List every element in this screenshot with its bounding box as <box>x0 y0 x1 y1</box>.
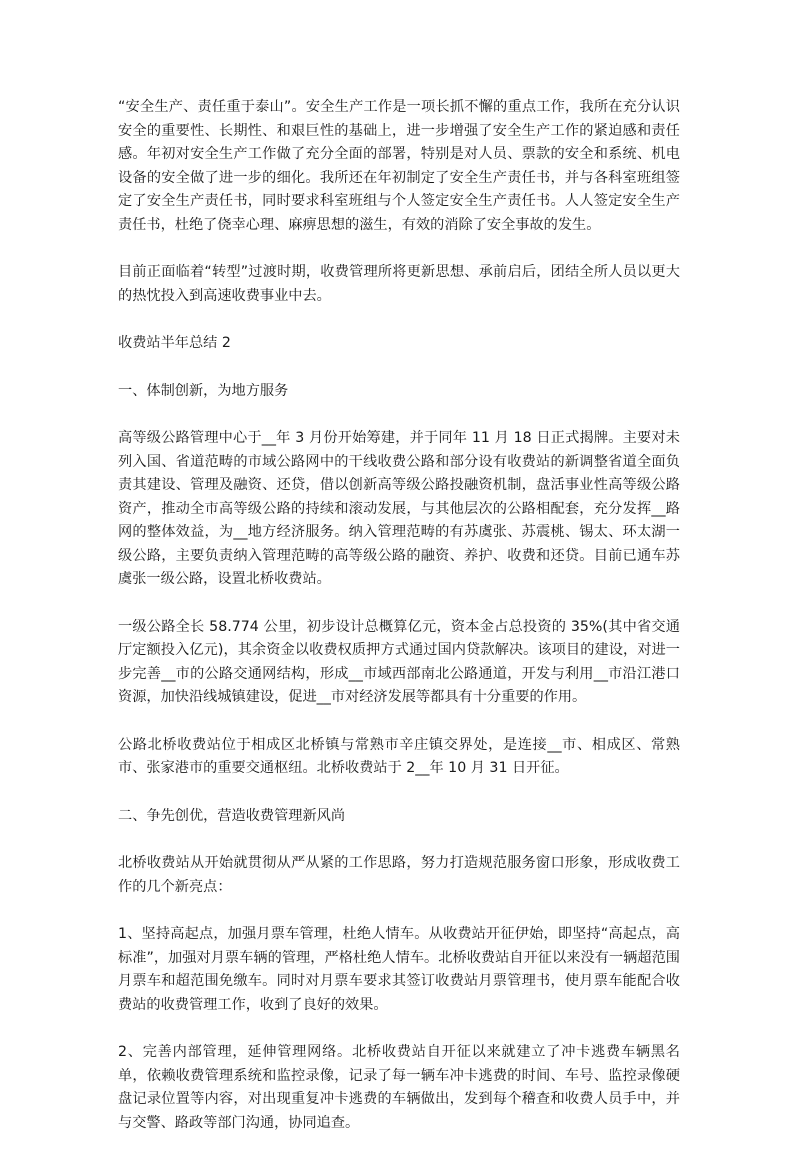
paragraph-highlights-intro: 北桥收费站从开始就贯彻从严从紧的工作思路，努力打造规范服务窗口形象，形成收费工作的几个新亮点： <box>118 855 680 895</box>
heading-excellence: 二、争先创优，营造收费管理新风尚 <box>118 807 346 824</box>
document-page <box>118 96 680 1159</box>
paragraph-point-1: 1、坚持高起点，加强月票车管理，杜绝人情车。从收费站开征伊始，即坚持“高起点，高标准”，加强对月票车辆的管理，严格杜绝人情车。北桥收费站自开征以来没有一辆超范围月票车和超范围免缴车。同时对月票车要求其签订收费站月票管理书，使月票车能配合收费站的收费管理工作，收到了良好的效果。 <box>118 926 680 1013</box>
paragraph-transition: 目前正面临着“转型”过渡时期，收费管理所将更新思想、承前启后，团结全所人员以更大的热忱投入到高速收费事业中去。 <box>118 264 680 304</box>
paragraph-beiqiao-location: 公路北桥收费站位于相成区北桥镇与常熟市辛庄镇交界处，是连接__市、相成区、常熟市、张家港市的重要交通枢纽。北桥收费站于 2__年 10 月 31 日开征。 <box>118 736 680 776</box>
paragraph-management-center: 高等级公路管理中心于__年 3 月份开始筹建，并于同年 11 月 18 日正式揭牌。主要对未列入国、省道范畴的市域公路网中的干线收费公路和部分设有收费站的新调整省道全面负责其建设、管理及融资、还贷，借以创新高等级公路投融资机制，盘活事业性高等级公路资产，推动全市高等级公路的持续和滚动发展，与其他层次的公路相配套，充分发挥__路网的整体效益，为__地方经济服务。纳入管理范畴的有苏虞张、苏震桃、锡太、环太湖一级公路，主要负责纳入管理范畴的高等级公路的融资、养护、收费和还贷。目前已通车苏虞张一级公路，设置北桥收费站。 <box>118 430 680 587</box>
heading-system-innovation: 一、体制创新，为地方服务 <box>118 382 289 399</box>
paragraph-highway-length: 一级公路全长 58.774 公里，初步设计总概算亿元，资本金占总投资的 35%(其中省交通厅定额投入亿元)，其余资金以收费权质押方式通过国内贷款解决。该项目的建设，对进一步完善__市的公路交通网结构，形成__市域西部南北公路通道，开发与利用__市沿江港口资源，加快沿线城镇建设，促进__市对经济发展等都具有十分重要的作用。 <box>118 618 680 705</box>
section-title: 收费站半年总结 2 <box>118 335 231 351</box>
paragraph-point-2: 2、完善内部管理，延伸管理网络。北桥收费站自开征以来就建立了冲卡逃费车辆黑名单，依赖收费管理系统和监控录像，记录了每一辆车冲卡逃费的时间、车号、监控录像硬盘记录位置等内容，对出现重复冲卡逃费的车辆做出，发到每个稽查和收费人员手中，并与交警、路政等部门沟通，协同追查。 <box>118 1044 680 1131</box>
paragraph-safety: “安全生产、责任重于泰山”。安全生产工作是一项长抓不懈的重点工作，我所在充分认识安全的重要性、长期性、和艰巨性的基础上，进一步增强了安全生产工作的紧迫感和责任感。年初对安全生产工作做了充分全面的部署，特别是对人员、票款的安全和系统、机电设备的安全做了进一步的细化。我所还在年初制定了安全生产责任书，并与各科室班组签定了安全生产责任书，同时要求科室班组与个人签定安全生产责任书。人人签定安全生产责任书，杜绝了侥幸心理、麻痹思想的滋生，有效的消除了安全事故的发生。 <box>118 99 680 233</box>
